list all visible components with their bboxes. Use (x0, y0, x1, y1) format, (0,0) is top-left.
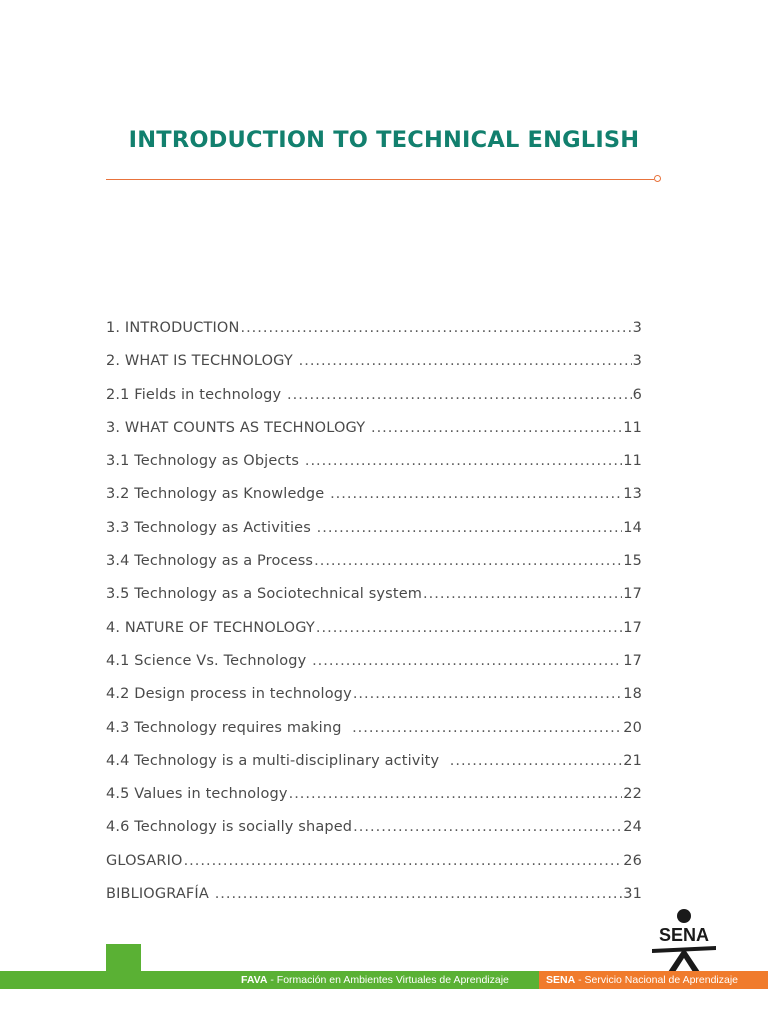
toc-entry[interactable] (106, 416, 642, 449)
toc-dot-leader (240, 316, 631, 341)
toc-entry[interactable] (106, 582, 642, 615)
toc-entry-label: 4.5 Values in technology (106, 786, 288, 803)
toc-entry-page: 3 (632, 320, 642, 336)
toc-entry-page: 20 (623, 719, 642, 736)
toc-dot-leader (287, 383, 632, 408)
footer-accent-square (106, 944, 141, 971)
toc-dot-leader (215, 882, 623, 907)
toc-entry[interactable] (106, 716, 642, 749)
toc-entry-page: 6 (632, 386, 642, 403)
toc-dot-leader (184, 849, 623, 874)
footer-fava-text: - Formación en Ambientes Virtuales de Aprendizaje (267, 974, 509, 986)
toc-dot-leader (330, 482, 622, 507)
toc-entry[interactable] (106, 649, 642, 682)
toc-entry[interactable] (106, 849, 642, 882)
toc-entry-page: 17 (623, 652, 642, 669)
footer-fava-brand: FAVA (241, 974, 268, 986)
toc-dot-leader (317, 516, 623, 541)
toc-entry-page: 21 (623, 752, 642, 769)
toc-dot-leader (289, 782, 623, 807)
title-underline (106, 179, 654, 180)
toc-entry[interactable] (106, 616, 642, 649)
toc-entry[interactable] (106, 782, 642, 815)
toc-dot-leader (353, 815, 622, 840)
toc-entry[interactable] (106, 549, 642, 582)
toc-entry[interactable] (106, 449, 642, 482)
table-of-contents (106, 316, 642, 915)
footer-sena-brand: SENA (546, 974, 576, 986)
toc-entry-page: 22 (623, 786, 642, 803)
toc-entry-page: 15 (623, 553, 642, 570)
toc-entry-label: 2. WHAT IS TECHNOLOGY (106, 353, 298, 370)
toc-dot-leader (305, 449, 622, 474)
toc-entry[interactable] (106, 516, 642, 549)
footer-sena-text: - Servicio Nacional de Aprendizaje (575, 974, 739, 986)
toc-entry-page: 18 (623, 686, 642, 703)
toc-entry[interactable] (106, 882, 642, 915)
toc-dot-leader (352, 716, 622, 741)
toc-dot-leader (312, 649, 622, 674)
toc-entry[interactable] (106, 749, 642, 782)
toc-entry[interactable] (106, 349, 642, 382)
toc-entry-page: 14 (623, 519, 642, 536)
toc-entry-label: 3.1 Technology as Objects (106, 453, 304, 470)
toc-entry-label: BIBLIOGRAFÍA (106, 886, 214, 903)
toc-entry-label: 3. WHAT COUNTS AS TECHNOLOGY (106, 419, 370, 436)
toc-entry-label: 3.5 Technology as a Sociotechnical system (106, 586, 423, 603)
toc-entry-page: 3 (632, 353, 642, 370)
toc-entry-label: 4.4 Technology is a multi-disciplinary activity (106, 752, 449, 769)
toc-entry[interactable] (106, 383, 642, 416)
toc-dot-leader (314, 549, 622, 574)
toc-entry-page: 11 (623, 453, 642, 470)
toc-dot-leader (423, 582, 622, 607)
toc-entry-label: 2.1 Fields in technology (106, 386, 287, 403)
toc-entry-label: 3.3 Technology as Activities (106, 519, 316, 536)
toc-entry-page: 17 (623, 619, 642, 636)
logo-wordmark: SENA (658, 925, 710, 945)
toc-dot-leader (316, 616, 622, 641)
toc-entry-page: 31 (623, 886, 642, 903)
logo-head-icon (677, 909, 691, 923)
toc-entry-label: GLOSARIO (106, 852, 183, 869)
toc-entry-label: 3.2 Technology as Knowledge (106, 486, 330, 503)
toc-entry-label: 3.4 Technology as a Process (106, 553, 314, 570)
toc-dot-leader (371, 416, 622, 441)
toc-entry-page: 11 (623, 419, 642, 436)
footer-fava-caption (241, 971, 509, 989)
toc-entry-page: 24 (623, 819, 642, 836)
toc-entry-label: 4.6 Technology is socially shaped (106, 819, 353, 836)
toc-entry-page: 26 (623, 852, 642, 869)
toc-entry[interactable] (106, 316, 642, 349)
toc-entry-label: 4.2 Design process in technology (106, 686, 352, 703)
toc-dot-leader (353, 682, 622, 707)
toc-entry-label: 1. INTRODUCTION (106, 320, 240, 336)
toc-entry-label: 4. NATURE OF TECHNOLOGY (106, 619, 315, 636)
toc-entry-label: 4.1 Science Vs. Technology (106, 652, 312, 669)
toc-dot-leader (450, 749, 622, 774)
toc-entry[interactable] (106, 482, 642, 515)
toc-entry[interactable] (106, 682, 642, 715)
toc-entry-page: 13 (623, 486, 642, 503)
sena-logo-icon (646, 908, 722, 972)
toc-entry-label: 4.3 Technology requires making (106, 719, 352, 736)
document-title: INTRODUCTION TO TECHNICAL ENGLISH (128, 127, 640, 153)
footer-sena-caption (546, 971, 738, 989)
toc-dot-leader (299, 349, 632, 374)
toc-entry[interactable] (106, 815, 642, 848)
title-underline-end-dot (654, 175, 661, 182)
toc-entry-page: 17 (623, 586, 642, 603)
